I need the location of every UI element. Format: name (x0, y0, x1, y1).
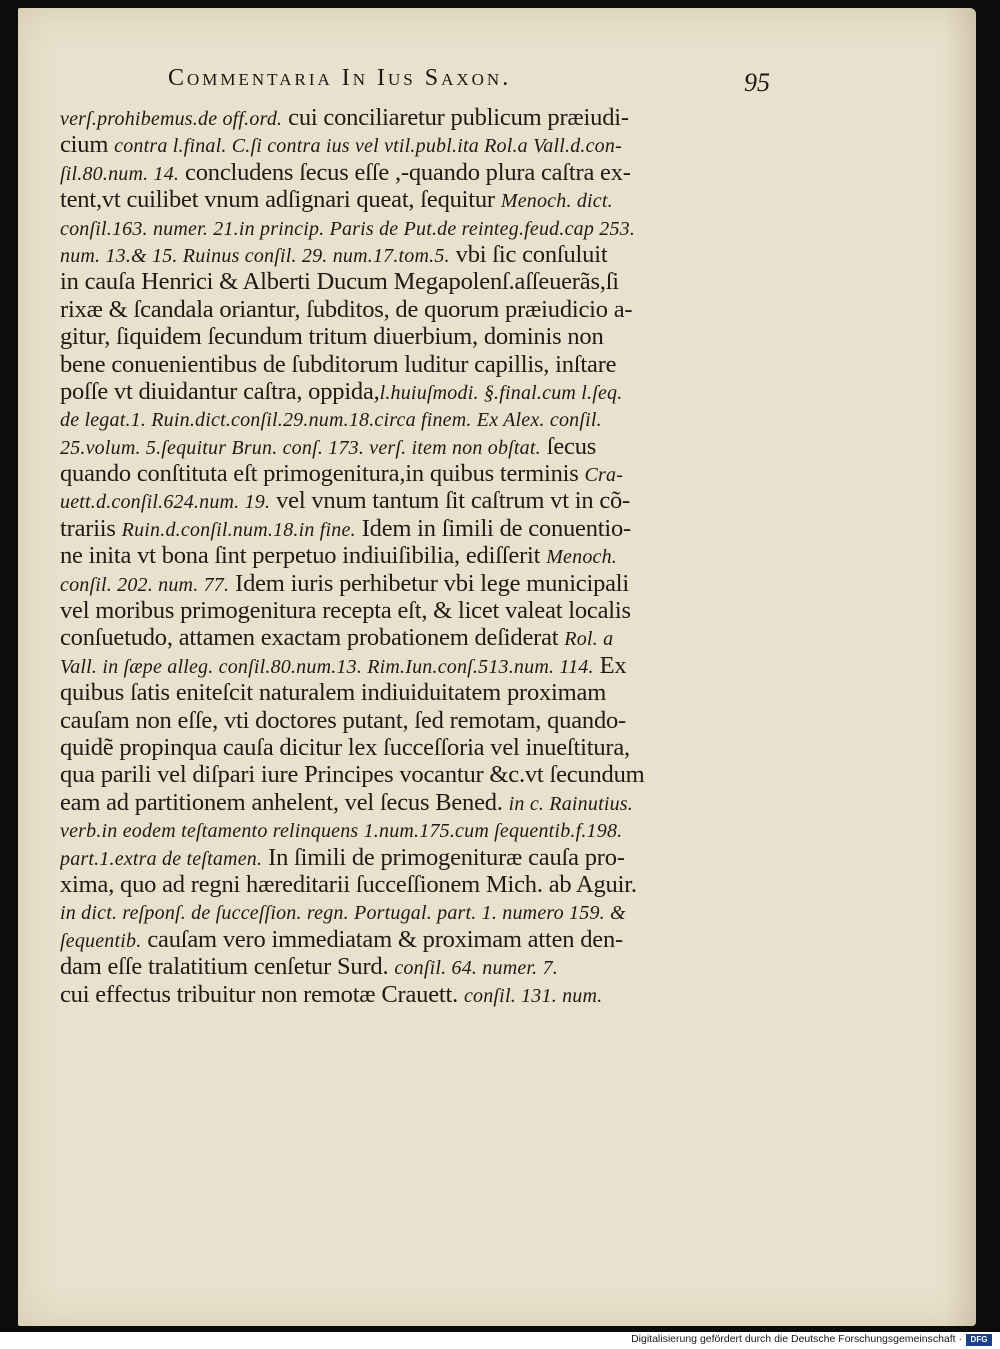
text-line (60, 789, 780, 816)
text-roman: vel moribus primogenitura recepta eſt, & licet valeat localis (60, 597, 631, 625)
citation-italic: verſ.prohibemus.de off.ord. (60, 108, 283, 130)
citation-italic: uett.d.conſil.624.num. 19. (60, 491, 271, 514)
text-line (60, 104, 780, 131)
footer-credit: Digitalisierung gefördert durch die Deutsche Forschungsgemeinschaft · (631, 1333, 962, 1345)
citation-italic: ſequentib. (60, 929, 142, 952)
text-roman: rixæ & ſcandala oriantur, ſubditos, de quorum præiudicio a- (60, 295, 633, 323)
text-line (60, 487, 780, 514)
text-roman: Idem iuris perhibetur vbi lege municipali (229, 569, 630, 597)
citation-italic: Vall. in ſæpe alleg. conſil.80.num.13. Rim.Iun.conſ.513.num. 114. (60, 655, 594, 678)
text-roman: qua parili vel diſpari iure Principes vocantur &c.vt ſecundum (60, 761, 645, 789)
citation-italic: conſil. 64. numer. 7. (394, 957, 558, 980)
text-roman: vbi ſic conſuluit (449, 240, 608, 268)
text-roman: tent,vt cuilibet vnum adſignari queat, ſequitur (60, 186, 501, 214)
text-line (60, 707, 780, 734)
text-roman: xima, quo ad regni hæreditarii ſucceſſionem Mich. ab Aguir. (60, 870, 637, 898)
citation-italic: verb.in eodem teſtamento relinquens 1.num.175.cum ſequentib.f.198. (60, 820, 623, 843)
citation-italic: contra l.final. C.ſi contra ius vel vtil.publ.ita Rol.a Vall.d.con- (114, 135, 622, 158)
text-roman: cauſam non eſſe, vti doctores putant, ſed remotam, quando- (60, 706, 627, 734)
text-line (60, 542, 780, 569)
citation-italic: 25.volum. 5.ſequitur Brun. conſ. 173. verſ. item non obſtat. (60, 436, 541, 459)
text-line (60, 515, 780, 542)
citation-italic: Menoch. dict. (500, 190, 613, 213)
text-line (60, 652, 780, 679)
text-line (60, 597, 780, 624)
citation-italic: Ruin.d.conſil.num.18.in fine. (121, 518, 356, 541)
text-roman: gitur, ſiquidem ſecundum tritum diuerbium, dominis non (60, 323, 604, 351)
text-roman: eam ad partitionem anhelent, vel ſecus Bened. (60, 788, 509, 816)
book-page (18, 8, 976, 1326)
text-line (60, 433, 780, 460)
text-line (60, 131, 780, 158)
text-roman: In ſimili de primogenituræ cauſa pro- (262, 843, 625, 871)
text-line (60, 268, 780, 295)
citation-italic: ſil.80.num. 14. (60, 162, 180, 185)
text-roman: cauſam vero immediatam & proximam atten den- (141, 925, 623, 953)
text-line (60, 624, 780, 651)
citation-italic: conſil.163. numer. 21.in princip. Paris de Put.de reinteg.feud.cap 253. (60, 217, 636, 240)
text-line (60, 186, 780, 213)
text-line (60, 926, 780, 953)
citation-italic: part.1.extra de teſtamen. (60, 847, 263, 870)
text-roman: concludens ſecus eſſe ,-quando plura caſtra ex- (179, 158, 631, 186)
citation-italic: Menoch. (546, 546, 618, 569)
citation-italic: de legat.1. Ruin.dict.conſil.29.num.18.circa finem. Ex Alex. conſil. (60, 409, 602, 432)
body-text (60, 104, 780, 1008)
text-line (60, 761, 780, 788)
text-roman: poſſe vt diuidantur caſtra, oppida, (60, 377, 380, 405)
text-roman: Ex (593, 651, 627, 679)
text-roman: conſuetudo, attamen exactam probationem deſiderat (60, 624, 565, 652)
text-line (60, 159, 780, 186)
text-roman: bene conuenientibus de ſubditorum luditur capillis, inſtare (60, 350, 617, 378)
text-line (60, 570, 780, 597)
text-line (60, 898, 780, 925)
text-roman: cui effectus tribuitur non remotæ Crauett. (60, 980, 464, 1008)
text-roman: in cauſa Henrici & Alberti Ducum Megapolenſ.aſſeuerãs,ſi (60, 268, 619, 296)
text-line (60, 981, 780, 1008)
text-line (60, 296, 780, 323)
citation-italic: conſil. 202. num. 77. (60, 573, 230, 596)
text-roman: cium (60, 131, 115, 159)
text-line (60, 378, 780, 405)
text-roman: ne inita vt bona ſint perpetuo indiuiſibilia, ediſſerit (60, 542, 547, 570)
citation-italic: Cra- (584, 464, 624, 487)
text-line (60, 844, 780, 871)
text-line (60, 953, 780, 980)
text-line (60, 460, 780, 487)
citation-italic: Rol. a (564, 628, 614, 651)
text-roman: quando conſtituta eſt primogenitura,in quibus terminis (60, 460, 585, 488)
text-roman: quibus ſatis eniteſcit naturalem indiuiduitatem proximam (60, 679, 607, 707)
citation-italic: in c. Rainutius. (508, 792, 633, 815)
text-roman: ſecus (540, 432, 597, 460)
text-line (60, 871, 780, 898)
text-roman: vel vnum tantum ſit caſtrum vt in cõ- (270, 487, 631, 515)
text-roman: dam eſſe tralatitium cenſetur Surd. (60, 953, 395, 981)
text-line (60, 816, 780, 843)
citation-italic: l.huiuſmodi. §.final.cum l.ſeq. (379, 381, 623, 404)
citation-italic: num. 13.& 15. Ruinus conſil. 29. num.17.tom.5. (60, 244, 450, 267)
dfg-logo: DFG (966, 1334, 992, 1346)
text-roman: quidẽ propinqua cauſa dicitur lex ſucceſſoria vel inueſtitura, (60, 733, 630, 761)
text-line (60, 351, 780, 378)
text-line (60, 323, 780, 350)
text-roman: Idem in ſimili de conuentio- (355, 514, 632, 542)
page-number: 95 (744, 68, 770, 97)
text-line (60, 241, 780, 268)
text-roman: cui conciliaretur publicum præiudi- (282, 104, 629, 131)
text-line (60, 405, 780, 432)
text-line (60, 214, 780, 241)
text-line (60, 734, 780, 761)
text-roman: trariis (60, 514, 122, 542)
text-line (60, 679, 780, 706)
running-head: Commentaria In Ius Saxon. (168, 65, 512, 91)
citation-italic: in dict. reſponſ. de ſucceſſion. regn. Portugal. part. 1. numero 159. & (60, 902, 626, 925)
citation-italic: conſil. 131. num. (463, 984, 603, 1007)
